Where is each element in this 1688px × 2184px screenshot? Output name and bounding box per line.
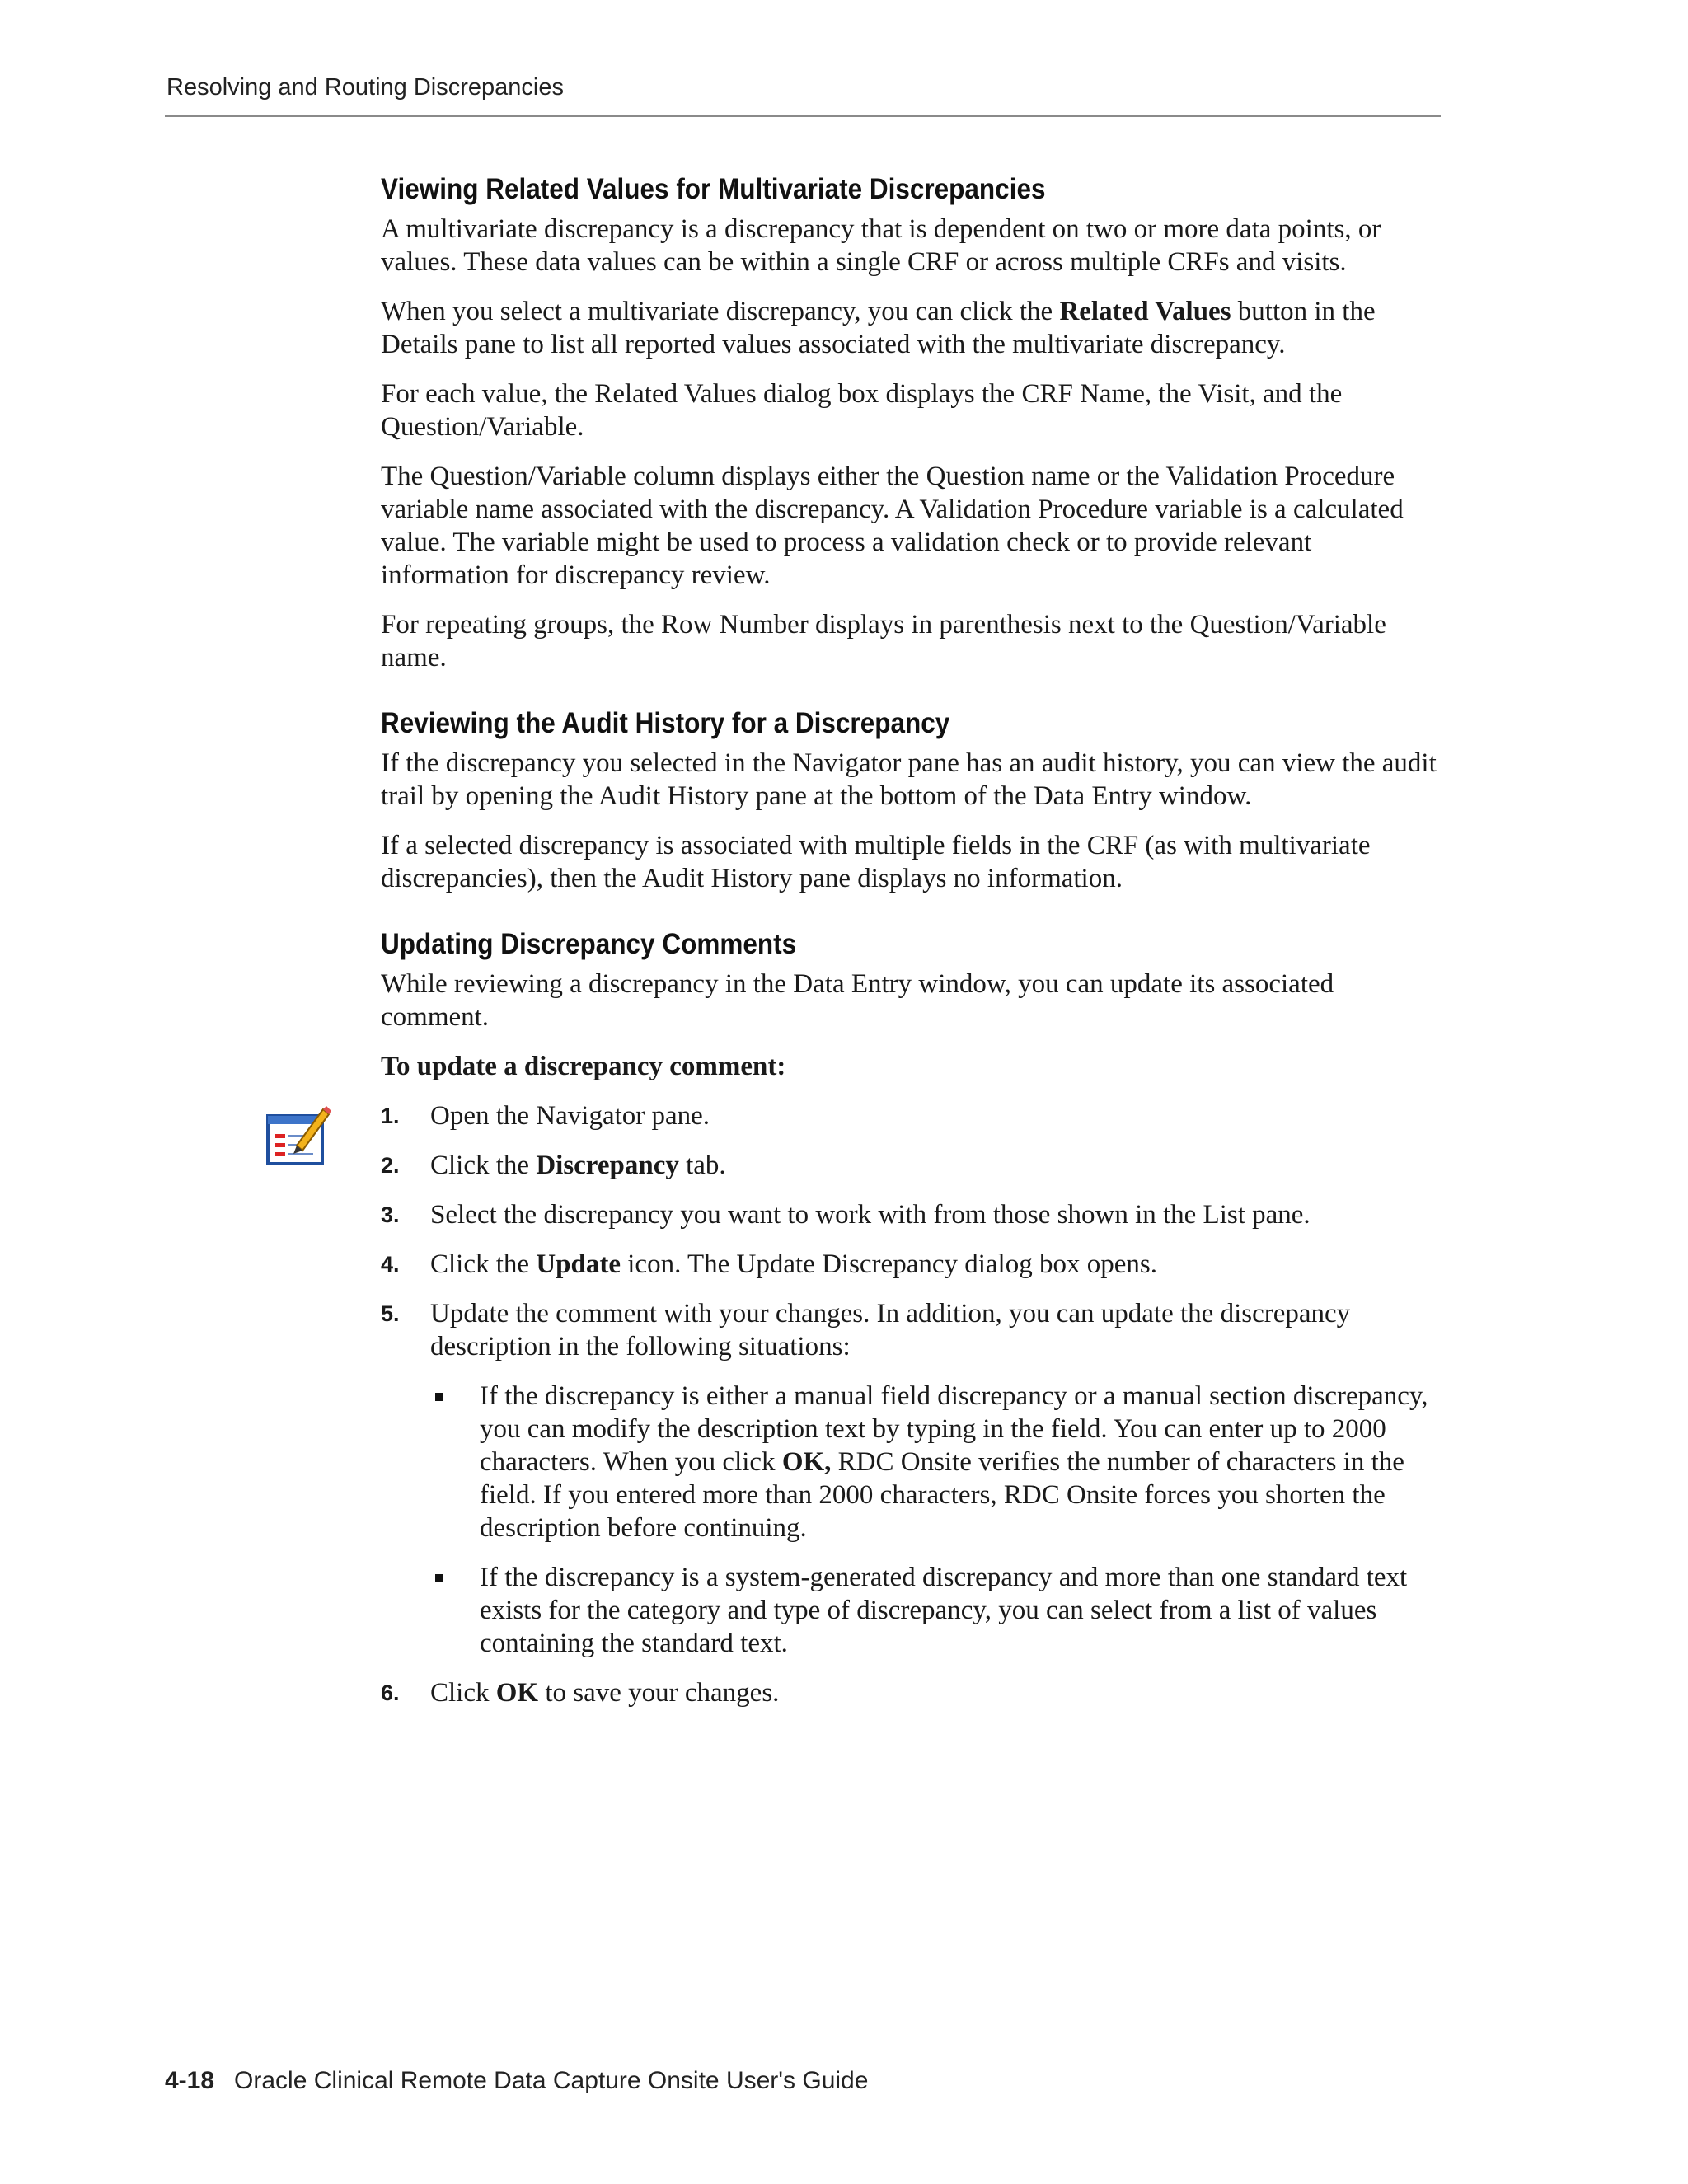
section-heading: Updating Discrepancy Comments bbox=[381, 928, 797, 960]
step-item: 3. Select the discrepancy you want to work with from those shown in the List pane. bbox=[381, 1200, 1311, 1230]
paragraph: For each value, the Related Values dialog box displays the CRF Name, the Visit, and the Question/Variable. bbox=[381, 379, 1343, 442]
paragraph: For repeating groups, the Row Number displays in parenthesis next to the Question/Variable name. bbox=[381, 610, 1386, 673]
step-item: 1. Open the Navigator pane. bbox=[381, 1101, 710, 1131]
page-footer bbox=[165, 2067, 868, 2095]
paragraph: While reviewing a discrepancy in the Data Entry window, you can update its associated comment. bbox=[381, 969, 1334, 1032]
paragraph: The Question/Variable column displays either the Question name or the Validation Procedure variable name associated with the discrepancy. A Validation Procedure variable is a calculated value. The variable might be used to process a validation check or to provide relevant information for discrepancy review. bbox=[381, 462, 1404, 590]
step-item: 5. Update the comment with your changes. In addition, you can update the discrepancy description in the following situations: If the discrepancy is either a manual field discrepancy or a manual section discrepancy, you can modify the description text by typing in the field. You can enter up to 2000 characters. When you click OK, RDC Onsite verifies the number of characters in the field. If you entered more than 2000 characters, RDC Onsite forces you shorten the description before continuing. If the discrepancy is a system-generated discrepancy and more than one standard text exists for the category and type of discrepancy, you can select from a list of values containing the standard text. bbox=[381, 1297, 1444, 1660]
paragraph: When you select a multivariate discrepancy, you can click the Related Values button in the Details pane to list all reported values associated with the multivariate discrepancy. bbox=[381, 297, 1376, 359]
header-rule bbox=[165, 115, 1441, 117]
task-pencil-icon bbox=[265, 1104, 331, 1167]
section-heading: Viewing Related Values for Multivariate Discrepancies bbox=[381, 173, 1046, 205]
section-related-values bbox=[381, 173, 1444, 674]
step-item: 2. Click the Discrepancy tab. bbox=[381, 1151, 726, 1180]
page-content bbox=[381, 173, 1444, 1742]
section-update-comments bbox=[381, 928, 1444, 1709]
section-heading: Reviewing the Audit History for a Discrepancy bbox=[381, 707, 950, 739]
procedure-steps bbox=[381, 1099, 1444, 1709]
paragraph: A multivariate discrepancy is a discrepancy that is dependent on two or more data points, or values. These data values can be within a single CRF or across multiple CRFs and visits. bbox=[381, 214, 1381, 277]
paragraph: If the discrepancy you selected in the Navigator pane has an audit history, you can view the audit trail by opening the Audit History pane at the bottom of the Data Entry window. bbox=[381, 748, 1437, 811]
step-item: 6. Click OK to save your changes. bbox=[381, 1678, 780, 1708]
page-number: 4-18 bbox=[165, 2067, 215, 2094]
bullet-square-icon bbox=[435, 1393, 443, 1401]
running-header: Resolving and Routing Discrepancies bbox=[166, 74, 564, 101]
bullet-square-icon bbox=[435, 1574, 443, 1582]
paragraph: If a selected discrepancy is associated with multiple fields in the CRF (as with multivariate discrepancies), then the Audit History pane displays no information. bbox=[381, 831, 1371, 893]
step-item: 4. Click the Update icon. The Update Discrepancy dialog box opens. bbox=[381, 1249, 1157, 1279]
book-title: Oracle Clinical Remote Data Capture Onsite User's Guide bbox=[234, 2067, 869, 2094]
section-audit-history bbox=[381, 707, 1444, 895]
procedure-title: To update a discrepancy comment: bbox=[381, 1052, 786, 1081]
bullet-list bbox=[430, 1380, 1444, 1660]
bullet-item: If the discrepancy is either a manual field discrepancy or a manual section discrepancy, you can modify the description text by typing in the field. You can enter up to 2000 characters. When you click OK, RDC Onsite verifies the number of characters in the field. If you entered more than 2000 characters, RDC Onsite forces you shorten the description before continuing. bbox=[430, 1380, 1444, 1544]
bullet-item: If the discrepancy is a system-generated discrepancy and more than one standard text exists for the category and type of discrepancy, you can select from a list of values containing the standard text. bbox=[430, 1561, 1444, 1660]
